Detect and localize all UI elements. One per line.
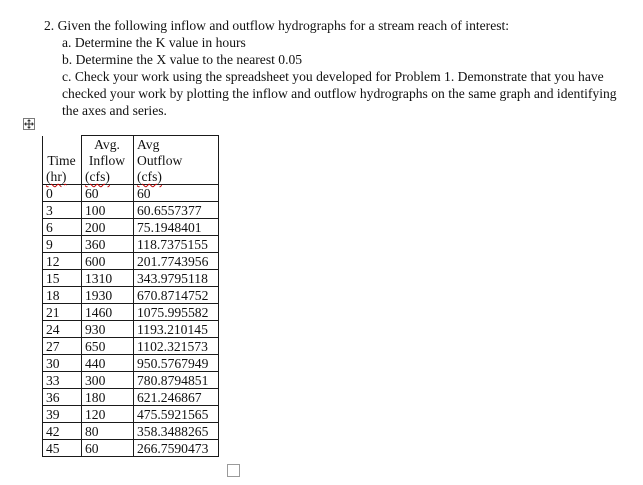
table-row [43,389,219,406]
table-row [43,202,219,219]
table-header-row [43,152,219,168]
header-cell: Avg [134,136,219,153]
time-cell: 42 [43,423,82,440]
table-row [43,372,219,389]
inflow-cell: 1460 [82,304,134,321]
inflow-cell: 300 [82,372,134,389]
time-cell: 0 [43,185,82,202]
unit-label: (hr) [46,169,67,184]
inflow-cell: 60 [82,440,134,457]
inflow-cell: 200 [82,219,134,236]
time-cell: 45 [43,440,82,457]
outflow-cell: 60.6557377 [134,202,219,219]
unit-label: (cfs) [137,169,162,184]
time-cell: 6 [43,219,82,236]
time-cell: 15 [43,270,82,287]
inflow-cell: 180 [82,389,134,406]
table-row [43,219,219,236]
outflow-cell: 75.1948401 [134,219,219,236]
table-row [43,406,219,423]
problem-part-b: b. Determine the X value to the nearest 0.05 [62,52,303,67]
table-row [43,185,219,202]
header-cell: Avg. [82,136,134,153]
outflow-cell: 780.8794851 [134,372,219,389]
header-cell: Time [43,152,82,168]
table-move-handle-icon[interactable] [23,118,35,130]
outflow-cell: 950.5767949 [134,355,219,372]
unit-label: (cfs) [85,169,110,184]
table-row [43,236,219,253]
inflow-cell: 60 [82,185,134,202]
table-header-row [43,136,219,153]
outflow-cell: 1193.210145 [134,321,219,338]
time-cell: 30 [43,355,82,372]
outflow-cell: 60 [134,185,219,202]
inflow-cell: 120 [82,406,134,423]
inflow-cell: 1310 [82,270,134,287]
time-cell: 18 [43,287,82,304]
table-row [43,423,219,440]
header-cell [43,136,82,153]
inflow-cell: 100 [82,202,134,219]
header-cell [43,168,82,185]
time-cell: 24 [43,321,82,338]
outflow-cell: 118.7375155 [134,236,219,253]
outflow-cell: 1102.321573 [134,338,219,355]
header-cell [134,168,219,185]
time-cell: 36 [43,389,82,406]
outflow-cell: 670.8714752 [134,287,219,304]
inflow-cell: 600 [82,253,134,270]
inflow-cell: 440 [82,355,134,372]
outflow-cell: 1075.995582 [134,304,219,321]
outflow-cell: 621.246867 [134,389,219,406]
table-row [43,304,219,321]
table-row [43,338,219,355]
problem-main-line: 2. Given the following inflow and outflow hydrographs for a stream reach of interest: [44,18,510,33]
inflow-cell: 930 [82,321,134,338]
inflow-cell: 1930 [82,287,134,304]
table-resize-handle[interactable] [227,464,240,477]
outflow-cell: 358.3488265 [134,423,219,440]
four-arrow-move-icon [24,119,34,129]
time-cell: 33 [43,372,82,389]
table-row [43,355,219,372]
inflow-cell: 650 [82,338,134,355]
problem-part-c: c. Check your work using the spreadsheet you developed for Problem 1. Demonstrate that you have checked your work by plotting the inflow and outflow hydrographs on the same graph and identifying the axes and series. [62,69,617,118]
time-cell: 9 [43,236,82,253]
table-header-row [43,168,219,185]
outflow-cell: 475.5921565 [134,406,219,423]
time-cell: 39 [43,406,82,423]
table-row [43,321,219,338]
table-row [43,440,219,457]
outflow-cell: 266.7590473 [134,440,219,457]
table-row [43,270,219,287]
time-cell: 27 [43,338,82,355]
table-row [43,287,219,304]
outflow-cell: 201.7743956 [134,253,219,270]
header-cell: Inflow [82,152,134,168]
problem-part-a: a. Determine the K value in hours [62,35,246,50]
time-cell: 3 [43,202,82,219]
time-cell: 12 [43,253,82,270]
inflow-cell: 80 [82,423,134,440]
time-cell: 21 [43,304,82,321]
outflow-cell: 343.9795118 [134,270,219,287]
hydrograph-table [42,135,219,457]
header-cell: Outflow [134,152,219,168]
table-row [43,253,219,270]
inflow-cell: 360 [82,236,134,253]
problem-statement [44,17,629,119]
header-cell [82,168,134,185]
